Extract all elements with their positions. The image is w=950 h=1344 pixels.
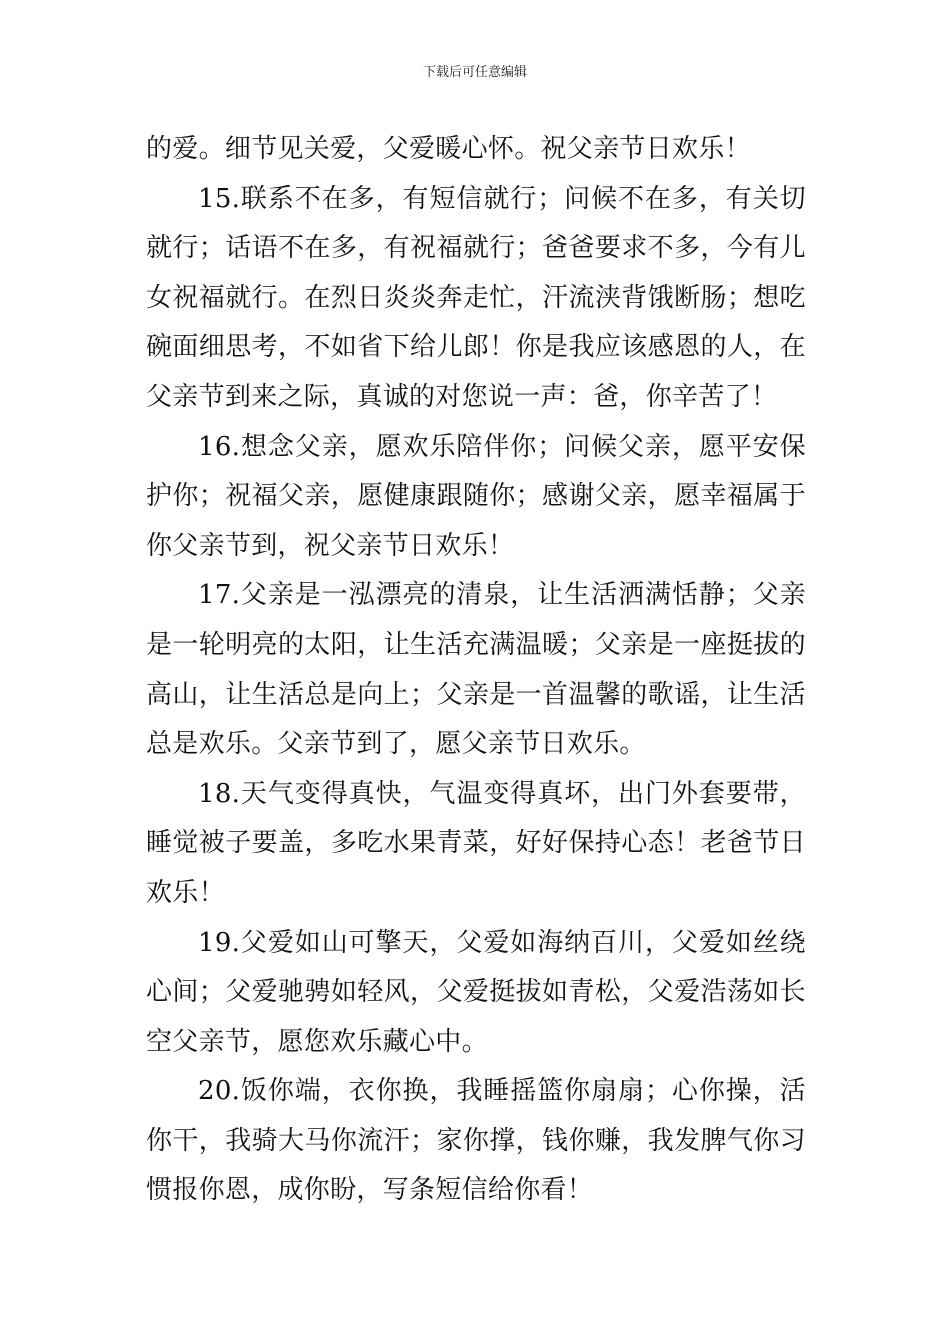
paragraph-20: 20.饭你端，衣你换，我睡摇篮你扇扇；心你操，活你干，我骑大马你流汗；家你撑，钱你赚，我发脾气你习惯报你恩，成你盼，写条短信给你看！ bbox=[146, 1076, 806, 1206]
paragraph-17: 17.父亲是一泓漂亮的清泉，让生活洒满恬静；父亲是一轮明亮的太阳，让生活充满温暖；父亲是一座挺拔的高山，让生活总是向上；父亲是一首温馨的歌谣，让生活总是欢乐。父亲节到了，愿父亲节日欢乐。 bbox=[146, 580, 806, 760]
paragraph-16: 16.想念父亲，愿欢乐陪伴你；问候父亲，愿平安保护你；祝福父亲，愿健康跟随你；感谢父亲，愿幸福属于你父亲节到，祝父亲节日欢乐！ bbox=[146, 431, 806, 561]
document-body bbox=[146, 125, 806, 1216]
paragraph-19: 19.父爱如山可擎天，父爱如海纳百川，父爱如丝绕心间；父爱驰骋如轻风，父爱挺拔如青松，父爱浩荡如长空父亲节，愿您欢乐藏心中。 bbox=[146, 927, 806, 1057]
paragraph-18: 18.天气变得真快，气温变得真坏，出门外套要带，睡觉被子要盖，多吃水果青菜，好好保持心态！老爸节日欢乐！ bbox=[146, 778, 806, 908]
paragraph-15: 15.联系不在多，有短信就行；问候不在多，有关切就行；话语不在多，有祝福就行；爸爸要求不多，今有儿女祝福就行。在烈日炎炎奔走忙，汗流浃背饿断肠；想吃碗面细思考，不如省下给儿郎！你是我应该感恩的人，在父亲节到来之际，真诚的对您说一声：爸，你辛苦了！ bbox=[146, 183, 806, 412]
page-header: 下载后可任意编辑 bbox=[422, 65, 527, 80]
paragraph-continuation: 的爱。细节见关爱，父爱暖心怀。祝父亲节日欢乐！ bbox=[146, 134, 751, 164]
